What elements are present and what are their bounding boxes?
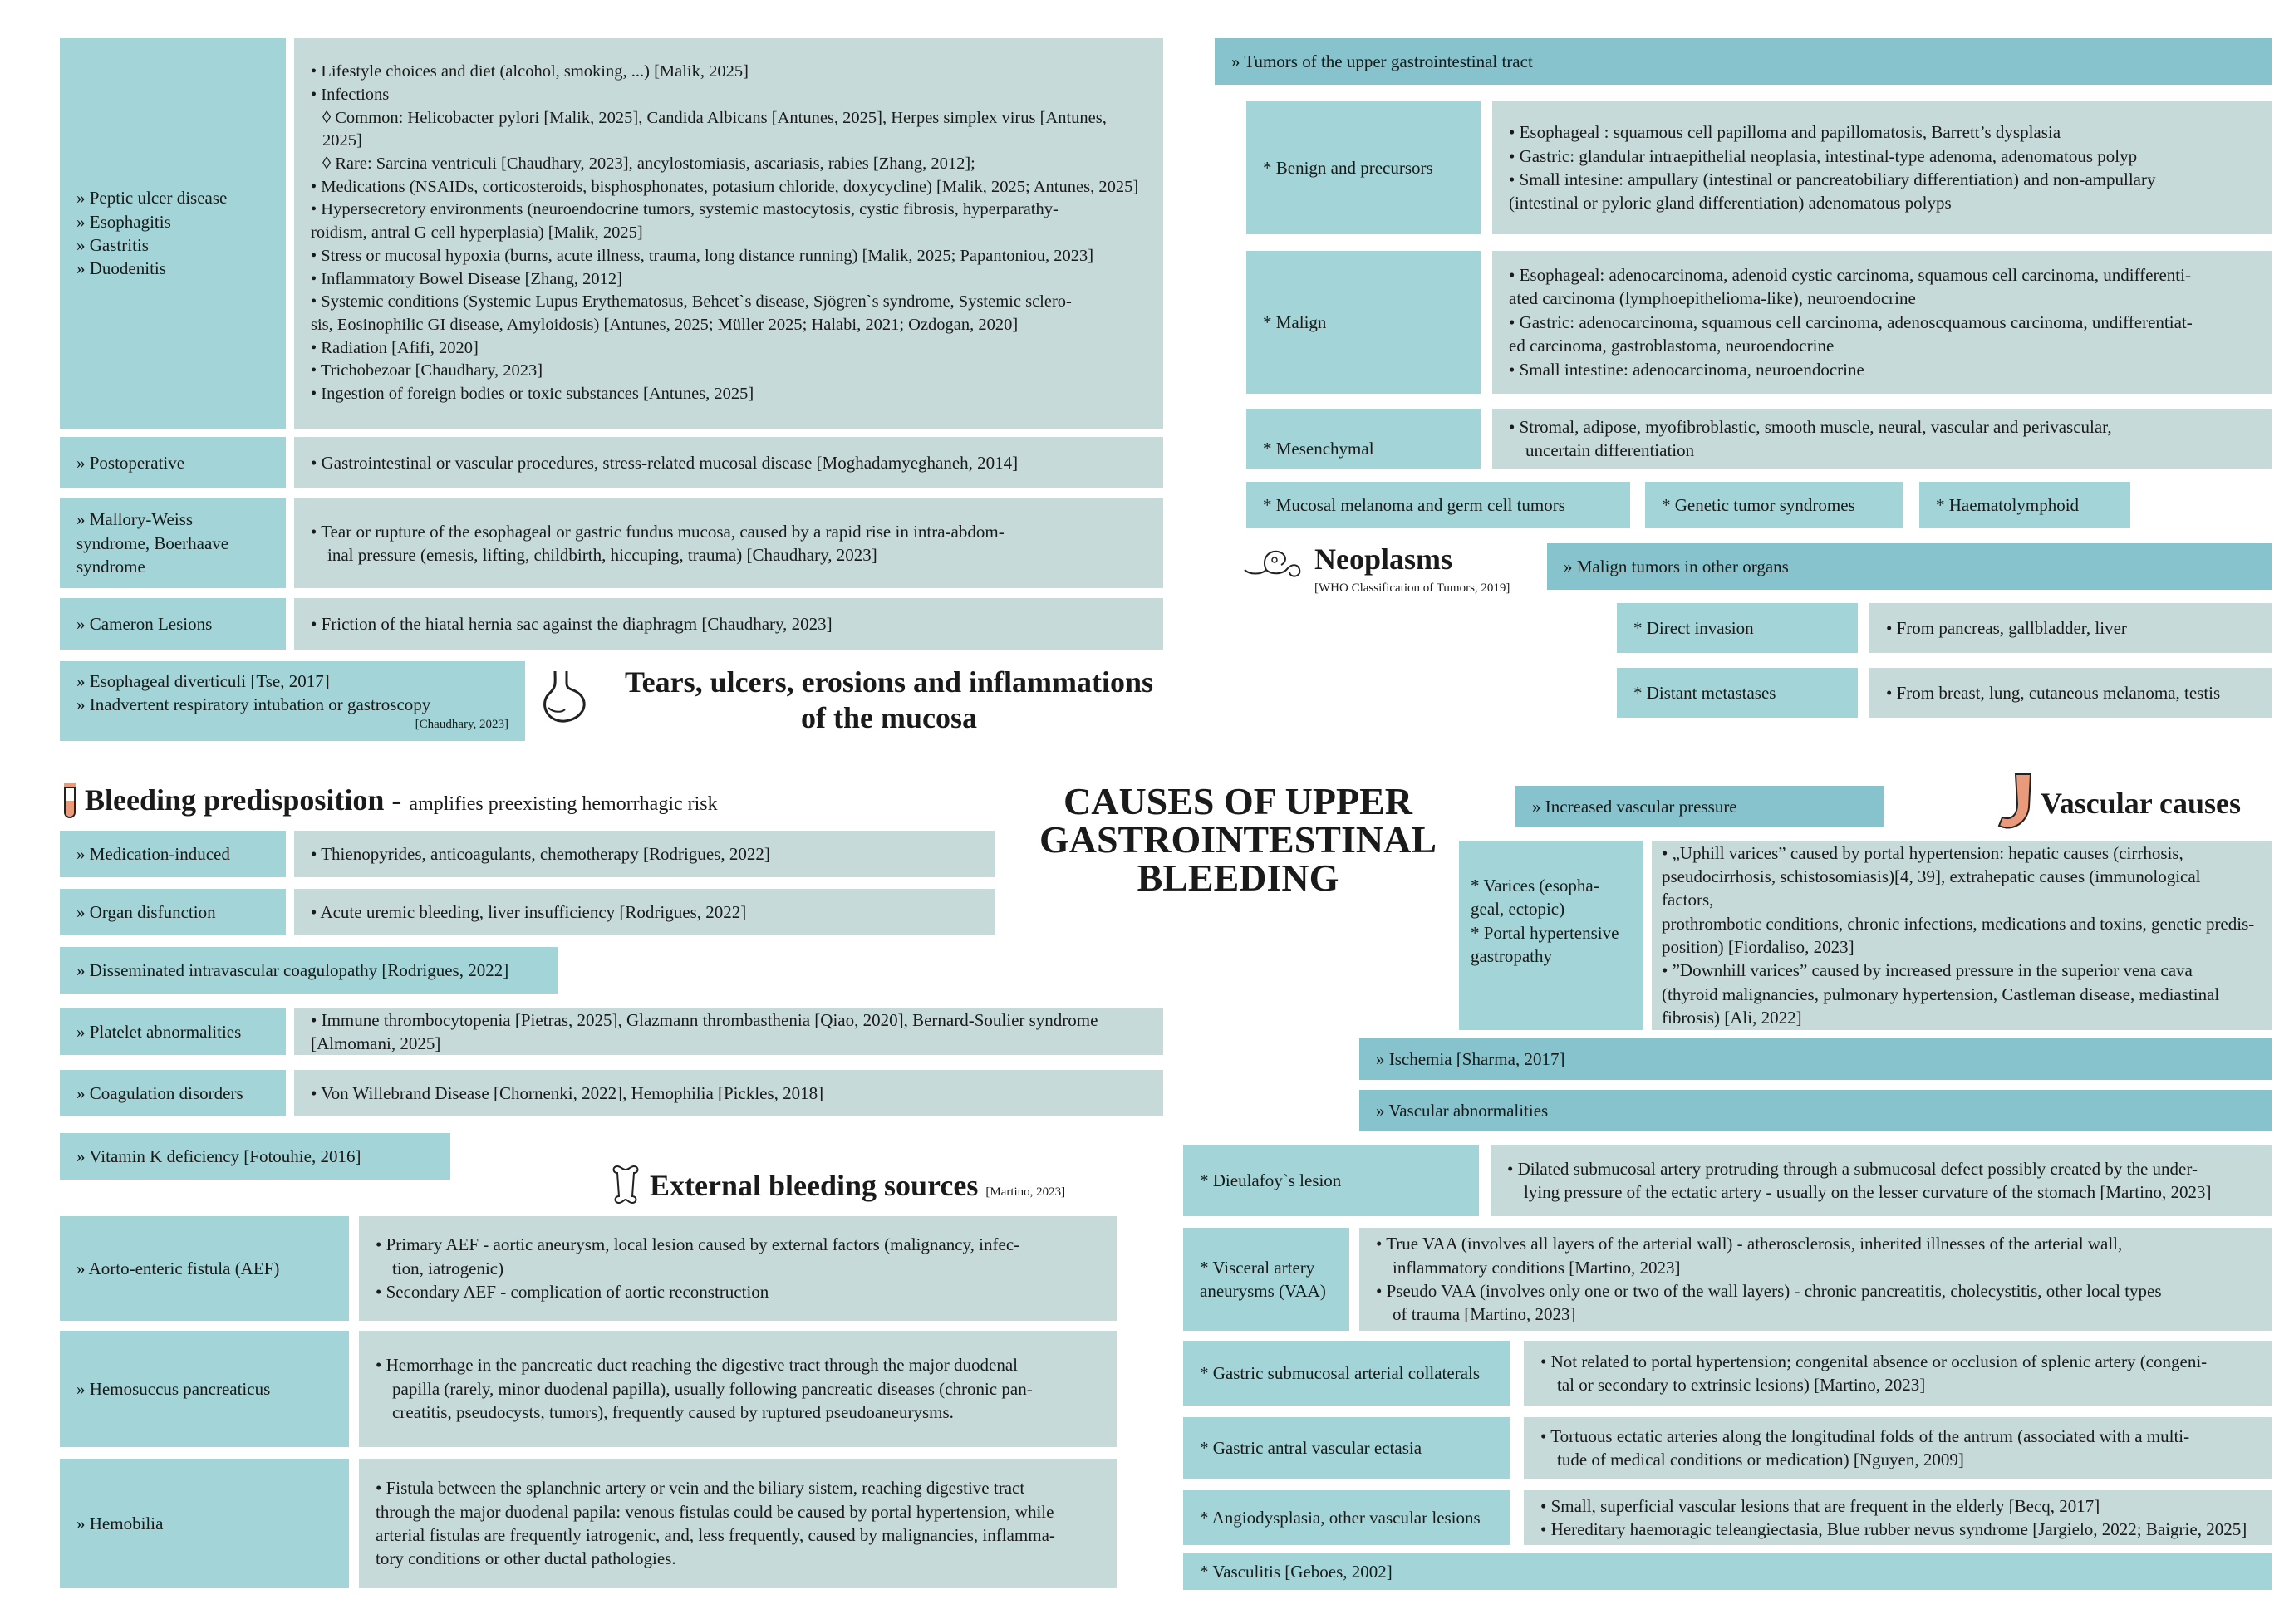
increased-pressure-header: » Increased vascular pressure bbox=[1515, 786, 1884, 827]
list-item: • Radiation [Afifi, 2020] bbox=[311, 338, 479, 357]
vaa-desc bbox=[1359, 1228, 2272, 1331]
mesenchymal-label: * Mesenchymal bbox=[1246, 409, 1481, 469]
list-item: ed carcinoma, gastroblastoma, neuroendocrine bbox=[1509, 336, 1835, 356]
list-item: • Tear or rupture of the esophageal or gastric fundus mucosa, caused by a rapid rise in intra-abdom- bbox=[311, 521, 1005, 542]
varices-desc bbox=[1652, 841, 2272, 1030]
medication-induced-label: » Medication-induced bbox=[60, 831, 286, 877]
list-item: • Small intestine: adenocarcinoma, neuroendocrine bbox=[1509, 359, 1864, 380]
external-ref: [Martino, 2023] bbox=[985, 1185, 1066, 1199]
postoperative-desc: • Gastrointestinal or vascular procedures, stress-related mucosal disease [Moghadamyeghaneh, 2014] bbox=[294, 437, 1163, 488]
vasculitis-label: * Vasculitis [Geboes, 2002] bbox=[1183, 1553, 2272, 1590]
list-item: • Primary AEF - aortic aneurysm, local lesion caused by external factors (malignancy, infec- bbox=[376, 1234, 1020, 1255]
cameron-lesions-label: » Cameron Lesions bbox=[60, 598, 286, 650]
list-item: position) [Fiordaliso, 2023] bbox=[1662, 937, 1854, 957]
distant-metastases-label: * Distant metastases bbox=[1617, 668, 1858, 718]
peptic-ulcer-causes-box bbox=[294, 38, 1163, 429]
external-section-title bbox=[650, 1168, 1065, 1204]
list-item: (thyroid malignancies, pulmonary hypertension, Castleman disease, mediastinal bbox=[1662, 984, 2220, 1004]
list-item: sis, Eosinophilic GI disease, Amyloidosis) [Antunes, 2025; Müller 2025; Halabi, 2021; Ozdogan, 2020] bbox=[311, 315, 1019, 334]
list-item: • Not related to portal hypertension; congenital absence or occlusion of splenic artery (congeni- bbox=[1540, 1351, 2208, 1371]
hemobilia-label: » Hemobilia bbox=[60, 1459, 349, 1588]
hemosuccus-label: » Hemosuccus pancreaticus bbox=[60, 1331, 349, 1447]
gastric-collaterals-desc bbox=[1524, 1341, 2272, 1406]
varices-label: * Varices (esopha- geal, ectopic) * Portal hypertensive gastropathy bbox=[1459, 841, 1643, 1030]
mucosal-section-title: Tears, ulcers, erosions and inflammations of the mucosa bbox=[624, 665, 1154, 735]
list-item: ◊ Common: Helicobacter pylori [Malik, 2025], Candida Albicans [Antunes, 2025], Herpes simplex virus [Antunes, 2025] bbox=[322, 108, 1107, 150]
neoplasms-section-title: Neoplasms bbox=[1314, 542, 1453, 576]
aef-label: » Aorto-enteric fistula (AEF) bbox=[60, 1216, 349, 1321]
gave-label: * Gastric antral vascular ectasia bbox=[1183, 1417, 1510, 1479]
list-item: • Inflammatory Bowel Disease [Zhang, 2012] bbox=[311, 269, 622, 288]
gastric-collaterals-label: * Gastric submucosal arterial collaterals bbox=[1183, 1341, 1510, 1406]
list-item: • True VAA (involves all layers of the arterial wall) - atherosclerosis, inherited illnesses of the arterial wall, bbox=[1376, 1234, 2123, 1254]
genetic-tumor-label: * Genetic tumor syndromes bbox=[1645, 482, 1903, 528]
list-item: (intestinal or pyloric gland differentiation) adenomatous polyps bbox=[1509, 193, 1952, 213]
bleeding-subheading: amplifies preexisting hemorrhagic risk bbox=[409, 793, 718, 815]
list-item: • Small intesine: ampullary (intestinal or pancreatobiliary differentiation) and non-ampullary bbox=[1509, 169, 2156, 189]
organ-disfunction-label: » Organ disfunction bbox=[60, 889, 286, 935]
distant-metastases-desc: • From breast, lung, cutaneous melanoma, testis bbox=[1869, 668, 2272, 718]
haematolymphoid-label: * Haematolymphoid bbox=[1919, 482, 2130, 528]
list-item: uncertain differentiation bbox=[1525, 440, 1695, 460]
list-item: • Small, superficial vascular lesions that are frequent in the elderly [Becq, 2017] bbox=[1540, 1495, 2100, 1516]
coagulation-disorders-label: » Coagulation disorders bbox=[60, 1070, 286, 1116]
list-item: papilla (rarely, minor duodenal papilla), usually following pancreatic diseases (chronic pan- bbox=[392, 1378, 1033, 1399]
hemobilia-desc bbox=[359, 1459, 1117, 1588]
platelet-abnormalities-label: » Platelet abnormalities bbox=[60, 1008, 286, 1055]
dieulafoy-label: * Dieulafoy`s lesion bbox=[1183, 1145, 1479, 1216]
list-item: • Medications (NSAIDs, corticosteroids, bisphosphonates, potasium chloride, doxycycline) [Malik, 2025; Antunes, 2025] bbox=[311, 177, 1139, 196]
list-item: • Stress or mucosal hypoxia (burns, acute illness, trauma, long distance running) [Malik, 2025; Papantoniou, 2023] bbox=[311, 246, 1094, 265]
list-item: of trauma [Martino, 2023] bbox=[1393, 1304, 1576, 1325]
list-item: • ”Downhill varices” caused by increased pressure in the superior vena cava bbox=[1662, 960, 2193, 981]
list-item: • Pseudo VAA (involves only one or two of the wall layers) - chronic pancreatitis, cholecystitis, other local types bbox=[1376, 1281, 2162, 1301]
neoplasm-icon bbox=[1241, 542, 1306, 581]
coagulation-disorders-desc: • Von Willebrand Disease [Chornenki, 2022], Hemophilia [Pickles, 2018] bbox=[294, 1070, 1163, 1116]
bleeding-section-title bbox=[85, 783, 718, 818]
platelet-abnormalities-desc: • Immune thrombocytopenia [Pietras, 2025], Glazmann thrombasthenia [Qiao, 2020], Bernard-Soulier syndrome [Almomani, 2025] bbox=[294, 1008, 1163, 1055]
angiodysplasia-desc bbox=[1524, 1490, 2272, 1545]
postoperative-label: » Postoperative bbox=[60, 437, 286, 488]
list-item: roidism, antral G cell hyperplasia) [Malik, 2025] bbox=[311, 223, 643, 243]
list-item: • Dilated submucosal artery protruding through a submucosal defect possibly created by the under- bbox=[1507, 1158, 2198, 1179]
bone-icon bbox=[611, 1163, 641, 1206]
list-item: • Esophageal: adenocarcinoma, adenoid cystic carcinoma, squamous cell carcinoma, undifferenti- bbox=[1509, 265, 2191, 286]
vascular-section-title: Vascular causes bbox=[2041, 787, 2242, 820]
list-item: pseudocirrhosis, schistosomiasis)[4, 39], extrahepatic causes (immunological factors, bbox=[1662, 866, 2201, 910]
benign-precursors-label: * Benign and precursors bbox=[1246, 101, 1481, 234]
list-item: tal or secondary to extrinsic lesions) [Martino, 2023] bbox=[1557, 1375, 1926, 1395]
list-item: • Systemic conditions (Systemic Lupus Erythematosus, Behcet`s disease, Sjögren`s syndrome, Systemic sclero- bbox=[311, 292, 1072, 312]
malign-other-organs-header: » Malign tumors in other organs bbox=[1547, 543, 2272, 590]
list-item: » Inadvertent respiratory intubation or gastroscopy bbox=[76, 694, 431, 714]
hemosuccus-desc bbox=[359, 1331, 1117, 1447]
vessel-icon bbox=[1994, 771, 2039, 834]
vitamin-k-label: » Vitamin K deficiency [Fotouhie, 2016] bbox=[60, 1133, 450, 1180]
test-tube-icon bbox=[60, 781, 80, 821]
stomach-icon bbox=[532, 665, 598, 731]
list-item: • Stromal, adipose, myofibroblastic, smooth muscle, neural, vascular and perivascular, bbox=[1509, 416, 2112, 437]
main-title: CAUSES OF UPPER GASTROINTESTINAL BLEEDING bbox=[1039, 780, 1437, 899]
list-item: tory conditions or other ductal pathologies. bbox=[376, 1548, 676, 1569]
malign-label: * Malign bbox=[1246, 251, 1481, 394]
list-item: inflammatory conditions [Martino, 2023] bbox=[1393, 1257, 1681, 1278]
ischemia-header: » Ischemia [Sharma, 2017] bbox=[1359, 1038, 2272, 1080]
list-item: through the major duodenal papila: venous fistulas could be caused by portal hypertension, while bbox=[376, 1501, 1054, 1522]
list-item: • Hereditary haemoragic teleangiectasia, Blue rubber nevus syndrome [Jargielo, 2022; Baigrie, 2025] bbox=[1540, 1519, 2247, 1539]
external-heading: External bleeding sources bbox=[650, 1169, 979, 1202]
list-item: • Infections bbox=[311, 86, 390, 105]
list-item: • Ingestion of foreign bodies or toxic substances [Antunes, 2025] bbox=[311, 384, 754, 403]
list-item: lying pressure of the ectatic artery - usually on the lesser curvature of the stomach [Martino, 2023] bbox=[1524, 1182, 2212, 1202]
vascular-abnormalities-header: » Vascular abnormalities bbox=[1359, 1090, 2272, 1131]
peptic-ulcer-group-label: » Peptic ulcer disease » Esophagitis » Gastritis » Duodenitis bbox=[60, 38, 286, 429]
list-item: • Fistula between the splanchnic artery or vein and the biliary sistem, reaching digestive tract bbox=[376, 1478, 1025, 1499]
upper-gi-tumors-header: » Tumors of the upper gastrointestinal tract bbox=[1215, 38, 2272, 85]
list-item: fibrosis) [Ali, 2022] bbox=[1662, 1008, 1802, 1028]
malign-desc bbox=[1492, 251, 2272, 394]
list-item: inal pressure (emesis, lifting, childbirth, hiccuping, trauma) [Chaudhary, 2023] bbox=[327, 545, 877, 565]
list-item: • Hypersecretory environments (neuroendocrine tumors, systemic mastocytosis, cystic fibrosis, hyperparathy- bbox=[311, 200, 1059, 219]
benign-precursors-desc bbox=[1492, 101, 2272, 234]
direct-invasion-label: * Direct invasion bbox=[1617, 603, 1858, 653]
dieulafoy-desc bbox=[1491, 1145, 2272, 1216]
mucosal-melanoma-label: * Mucosal melanoma and germ cell tumors bbox=[1246, 482, 1630, 528]
bleeding-heading: Bleeding predisposition - bbox=[85, 783, 410, 817]
list-item: • Lifestyle choices and diet (alcohol, smoking, ...) [Malik, 2025] bbox=[311, 62, 749, 81]
list-item: • Hemorrhage in the pancreatic duct reaching the digestive tract through the major duodenal bbox=[376, 1355, 1018, 1376]
diverticuli-box bbox=[60, 661, 525, 741]
list-item: creatitis, pseudocysts, tumors), frequently caused by ruptured pseudoaneurysms. bbox=[392, 1402, 954, 1423]
mallory-weiss-desc bbox=[294, 498, 1163, 588]
list-item: tion, iatrogenic) bbox=[392, 1258, 504, 1278]
list-item: • Secondary AEF - complication of aortic reconstruction bbox=[376, 1282, 769, 1303]
neoplasms-ref: [WHO Classification of Tumors, 2019] bbox=[1314, 581, 1510, 595]
mesenchymal-desc bbox=[1492, 409, 2272, 469]
list-item: • Trichobezoar [Chaudhary, 2023] bbox=[311, 361, 543, 380]
dic-label: » Disseminated intravascular coagulopathy [Rodrigues, 2022] bbox=[60, 947, 558, 994]
direct-invasion-desc: • From pancreas, gallbladder, liver bbox=[1869, 603, 2272, 653]
list-item: • „Uphill varices” caused by portal hypertension: hepatic causes (cirrhosis, bbox=[1662, 842, 2183, 863]
angiodysplasia-label: * Angiodysplasia, other vascular lesions bbox=[1183, 1490, 1510, 1545]
aef-desc bbox=[359, 1216, 1117, 1321]
list-item: • Tortuous ectatic arteries along the longitudinal folds of the antrum (associated with a multi- bbox=[1540, 1425, 2190, 1446]
list-item: • Gastric: adenocarcinoma, squamous cell carcinoma, adenoscquamous carcinoma, undifferentiat- bbox=[1509, 312, 2193, 332]
list-item: arterial fistulas are frequently iatrogenic, and, less frequently, caused by malignancies, inflamma- bbox=[376, 1525, 1055, 1545]
vaa-label: * Visceral artery aneurysms (VAA) bbox=[1183, 1228, 1349, 1331]
gave-desc bbox=[1524, 1417, 2272, 1479]
list-item: • Gastric: glandular intraepithelial neoplasia, intestinal-type adenoma, adenomatous polyp bbox=[1509, 145, 2138, 166]
list-item: ated carcinoma (lymphoepithelioma-like), neuroendocrine bbox=[1509, 288, 1916, 309]
list-item: » Esophageal diverticuli [Tse, 2017] bbox=[76, 670, 330, 691]
list-item: • Esophageal : squamous cell papilloma and papillomatosis, Barrett’s dysplasia bbox=[1509, 122, 2061, 143]
organ-disfunction-desc: • Acute uremic bleeding, liver insufficiency [Rodrigues, 2022] bbox=[294, 889, 995, 935]
medication-induced-desc: • Thienopyrides, anticoagulants, chemotherapy [Rodrigues, 2022] bbox=[294, 831, 995, 877]
list-item: prothrombotic conditions, chronic infections, medications and toxins, genetic predis- bbox=[1662, 913, 2255, 934]
list-item: ◊ Rare: Sarcina ventriculi [Chaudhary, 2023], ancylostomiasis, ascariasis, rabies [Zhang, 2012]; bbox=[322, 155, 975, 174]
cameron-lesions-desc: • Friction of the hiatal hernia sac against the diaphragm [Chaudhary, 2023] bbox=[294, 598, 1163, 650]
mallory-weiss-label: » Mallory-Weiss syndrome, Boerhaave syndrome bbox=[60, 498, 286, 588]
list-item: tude of medical conditions or medication) [Nguyen, 2009] bbox=[1557, 1450, 1964, 1469]
list-item: [Chaudhary, 2023] bbox=[415, 718, 508, 732]
